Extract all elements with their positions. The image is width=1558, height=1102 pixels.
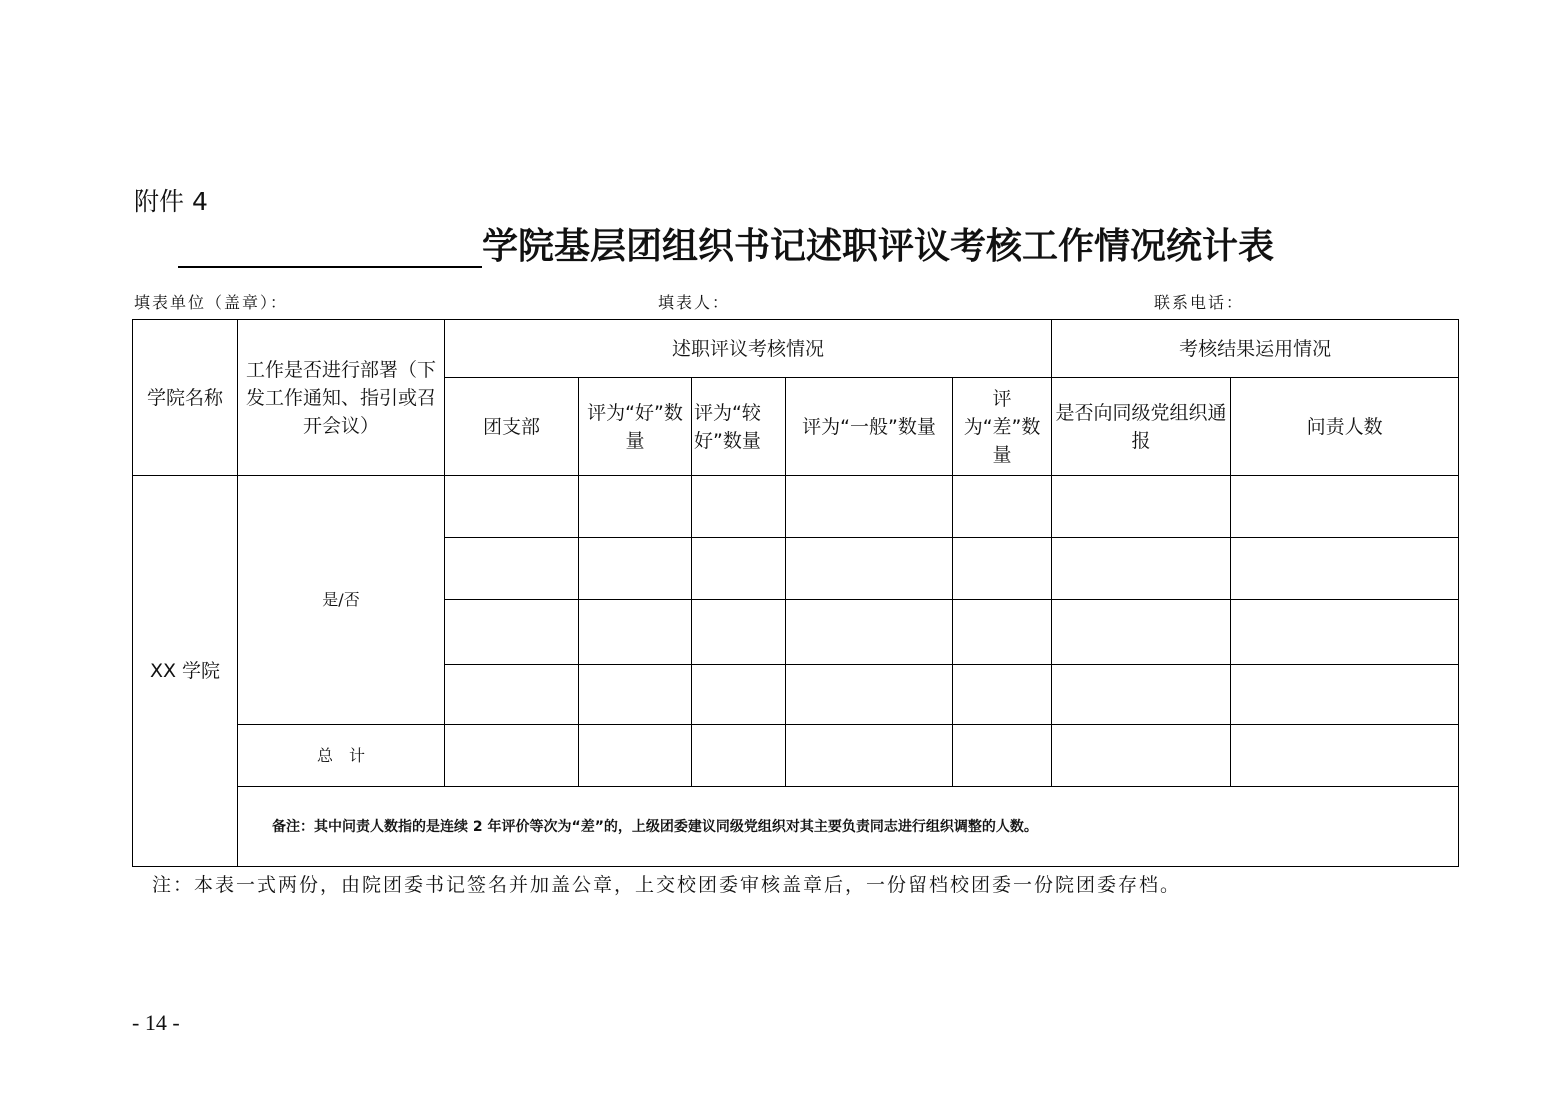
statistics-table	[132, 319, 1459, 867]
header-fairly-good-count: 评为“较好”数量	[692, 378, 786, 476]
table-cell[interactable]	[786, 600, 953, 665]
table-cell[interactable]	[953, 476, 1052, 538]
total-cell[interactable]	[1052, 725, 1231, 787]
total-label-cell: 总 计	[238, 725, 445, 787]
attachment-label: 附件 4	[134, 187, 208, 216]
table-cell[interactable]	[692, 538, 786, 600]
table-cell[interactable]	[579, 476, 692, 538]
deployment-yes-no-cell: 是/否	[238, 476, 445, 725]
total-cell[interactable]	[445, 725, 579, 787]
fill-unit-label: 填表单位（盖章）：	[134, 293, 289, 312]
table-cell[interactable]	[1052, 600, 1231, 665]
footer-note: 注：本表一式两份，由院团委书记签名并加盖公章，上交校团委审核盖章后，一份留档校团委一份院团委存档。	[152, 874, 1182, 896]
table-cell[interactable]	[786, 538, 953, 600]
table-cell[interactable]	[1052, 665, 1231, 725]
table-cell[interactable]	[1231, 665, 1459, 725]
table-cell[interactable]	[953, 600, 1052, 665]
table-cell[interactable]	[1231, 476, 1459, 538]
table-cell[interactable]	[692, 600, 786, 665]
page-title: 学院基层团组织书记述职评议考核工作情况统计表	[482, 225, 1275, 267]
table-cell[interactable]	[1052, 476, 1231, 538]
total-cell[interactable]	[692, 725, 786, 787]
header-good-count: 评为“好”数量	[579, 378, 692, 476]
header-accountable-count: 问责人数	[1231, 378, 1459, 476]
header-poor-count: 评为“差”数量	[953, 378, 1052, 476]
table-cell[interactable]	[786, 665, 953, 725]
table-cell[interactable]	[579, 665, 692, 725]
table-cell[interactable]	[579, 600, 692, 665]
header-evaluation-group: 述职评议考核情况	[445, 320, 1052, 378]
table-cell[interactable]	[1231, 538, 1459, 600]
header-average-count: 评为“一般”数量	[786, 378, 953, 476]
table-cell[interactable]	[1231, 600, 1459, 665]
total-cell[interactable]	[953, 725, 1052, 787]
header-branch: 团支部	[445, 378, 579, 476]
table-cell[interactable]	[445, 665, 579, 725]
table-cell[interactable]	[445, 538, 579, 600]
total-cell[interactable]	[579, 725, 692, 787]
header-result-group: 考核结果运用情况	[1052, 320, 1459, 378]
college-name-blank	[178, 222, 482, 268]
table-cell[interactable]	[579, 538, 692, 600]
header-notify-party: 是否向同级党组织通报	[1052, 378, 1231, 476]
table-cell[interactable]	[1052, 538, 1231, 600]
table-cell[interactable]	[445, 600, 579, 665]
table-cell[interactable]	[953, 538, 1052, 600]
filler-label: 填表人：	[658, 293, 731, 312]
remark-cell: 备注：其中问责人数指的是连续 2 年评价等次为“差”的，上级团委建议同级党组织对其主要负责同志进行组织调整的人数。	[238, 787, 1459, 867]
college-name-cell: XX 学院	[133, 476, 238, 867]
table-cell[interactable]	[692, 476, 786, 538]
total-cell[interactable]	[786, 725, 953, 787]
title-row	[178, 218, 1274, 268]
phone-label: 联系电话：	[1154, 293, 1245, 312]
header-deployment: 工作是否进行部署（下发工作通知、指引或召开会议）	[238, 320, 445, 476]
table-cell[interactable]	[692, 665, 786, 725]
table-cell[interactable]	[953, 665, 1052, 725]
table-cell[interactable]	[786, 476, 953, 538]
table-cell[interactable]	[445, 476, 579, 538]
header-college-name: 学院名称	[133, 320, 238, 476]
page-number: - 14 -	[132, 1010, 180, 1035]
total-cell[interactable]	[1231, 725, 1459, 787]
